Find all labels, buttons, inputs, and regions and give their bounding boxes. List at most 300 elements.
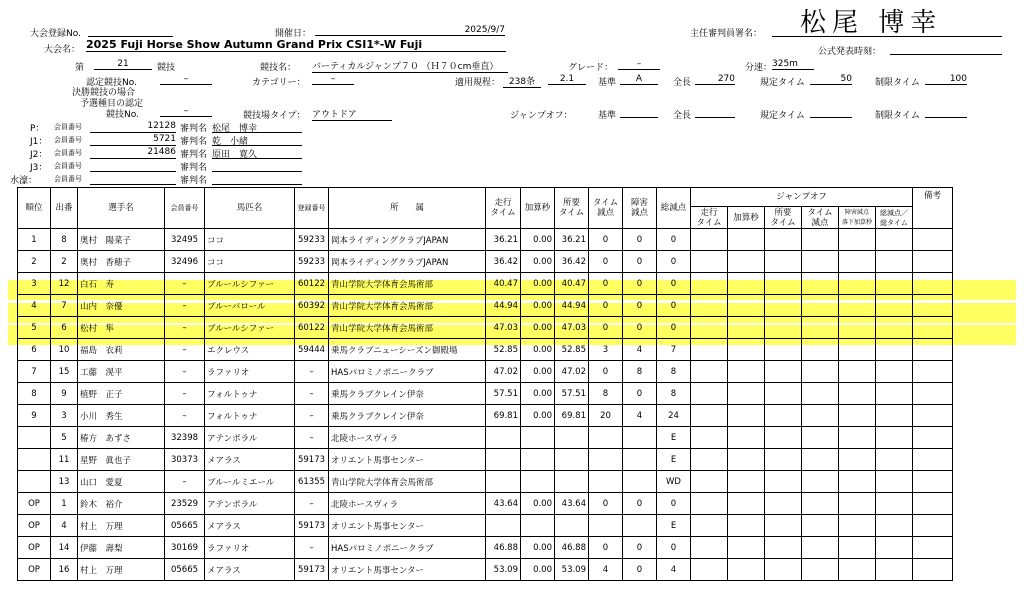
standard-label: 基準 [598,78,617,88]
order-cell: 15 [51,361,78,383]
certified-no-value: – [160,74,212,85]
rank-cell: 6 [18,339,51,361]
length-label: 全長 [673,78,692,88]
jumpoff-cell [691,273,728,295]
header-row-1 [18,188,953,207]
required-cell [555,427,589,449]
obstacle-penalty-cell: 0 [623,229,657,251]
rank-cell: 9 [18,405,51,427]
jumpoff-cell [839,273,876,295]
jumpoff-cell [802,317,839,339]
run-time-cell: 53.09 [486,559,521,581]
remarks-cell [913,251,953,273]
added-cell: 0.00 [521,273,555,295]
total-cell: E [657,427,691,449]
jumpoff-cell [765,427,802,449]
remarks-cell [913,427,953,449]
col-remarks: 備考 [913,188,953,229]
table-row [18,449,953,471]
affiliation-cell: 青山学院大学体育会馬術部 [329,317,486,339]
rider-cell: 工藤 滉平 [78,361,165,383]
order-cell: 4 [51,515,78,537]
remarks-cell [913,273,953,295]
rider-cell: 村上 万理 [78,559,165,581]
judge-number: 21486 [90,147,176,159]
remarks-cell [913,449,953,471]
jumpoff-label: ジャンプオフ： [510,111,573,121]
affiliation-cell: HASパロミノポニークラブ [329,361,486,383]
total-cell: 0 [657,229,691,251]
col-jo-obstacle-penalty: 障害減点 落下加算秒 [839,207,876,229]
member-cell: – [165,383,205,405]
remarks-cell [913,515,953,537]
time-limit-value: 100 [925,74,967,85]
run-time-cell: 46.88 [486,537,521,559]
total-cell: 8 [657,361,691,383]
remarks-cell [913,339,953,361]
jo-length-label: 全長 [673,111,692,121]
rider-cell: 星野 眞也子 [78,449,165,471]
time-penalty-cell: 0 [589,361,623,383]
rules-label: 適用規程： [455,78,501,88]
jumpoff-cell [691,471,728,493]
total-cell: 0 [657,295,691,317]
jumpoff-cell [691,251,728,273]
order-cell: 9 [51,383,78,405]
required-cell: 47.02 [555,361,589,383]
jumpoff-cell [802,537,839,559]
member-cell: – [165,405,205,427]
rider-cell: 福島 衣莉 [78,339,165,361]
run-time-cell: 36.21 [486,229,521,251]
jumpoff-cell [839,361,876,383]
jumpoff-cell [728,361,765,383]
added-cell: 0.00 [521,493,555,515]
final-no-value: – [160,106,212,117]
horse-cell: ラファリオ [205,537,295,559]
table-row [18,515,953,537]
added-cell: 0.00 [521,251,555,273]
jumpoff-cell [765,295,802,317]
category-value: – [312,74,354,85]
grade-value: – [618,59,660,70]
table-row [18,339,953,361]
jumpoff-cell [765,273,802,295]
final-no-label: 競技No. [106,110,139,120]
required-cell: 52.85 [555,339,589,361]
run-time-cell: 52.85 [486,339,521,361]
jumpoff-cell [802,515,839,537]
member-cell: – [165,273,205,295]
col-reg: 登録番号 [295,188,329,229]
jumpoff-cell [691,515,728,537]
jo-time-allowed-field [810,107,852,118]
total-cell: 0 [657,493,691,515]
member-cell: 30373 [165,449,205,471]
horse-cell: ココ [205,251,295,273]
affiliation-cell: 岡本ライディングクラブJAPAN [329,229,486,251]
jumpoff-cell [691,427,728,449]
rider-cell: 奥村 香穂子 [78,251,165,273]
affiliation-cell: 青山学院大学体育会馬術部 [329,471,486,493]
horse-cell: ブルールシファー [205,317,295,339]
jumpoff-cell [876,317,913,339]
member-cell: 32398 [165,427,205,449]
col-member: 会員番号 [165,188,205,229]
jumpoff-cell [765,537,802,559]
jumpoff-cell [728,515,765,537]
jumpoff-cell [839,229,876,251]
table-row [18,317,953,339]
member-cell: – [165,339,205,361]
competition-prefix: 第 [75,63,85,73]
jumpoff-cell [876,361,913,383]
jumpoff-cell [802,339,839,361]
reg-cell: 59233 [295,251,329,273]
jumpoff-cell [802,295,839,317]
rank-cell: 3 [18,273,51,295]
order-cell: 13 [51,471,78,493]
rules-article: 238条 [503,74,541,88]
jumpoff-cell [876,273,913,295]
remarks-cell [913,537,953,559]
affiliation-cell: 青山学院大学体育会馬術部 [329,295,486,317]
jumpoff-cell [802,405,839,427]
table-row [18,383,953,405]
required-cell: 46.88 [555,537,589,559]
rules-sub: 2.1 [548,74,586,85]
jumpoff-cell [802,229,839,251]
rider-cell: 植野 正子 [78,383,165,405]
obstacle-penalty-cell: 0 [623,383,657,405]
jumpoff-cell [765,493,802,515]
total-cell: 0 [657,273,691,295]
reg-cell: 59173 [295,515,329,537]
rank-cell: 7 [18,361,51,383]
total-cell: E [657,515,691,537]
competition-height: （Ｈ７０cm垂直） [412,59,508,73]
judge-role: J2： [30,150,48,160]
added-cell: 0.00 [521,361,555,383]
obstacle-penalty-cell [623,471,657,493]
jo-length-field [695,107,735,118]
horse-cell: メアラス [205,559,295,581]
required-cell: 69.81 [555,405,589,427]
jo-standard-label: 基準 [598,111,617,121]
horse-cell: ラファリオ [205,361,295,383]
jumpoff-cell [728,273,765,295]
col-required: 所要 タイム [555,188,589,229]
required-cell: 43.64 [555,493,589,515]
order-cell: 11 [51,449,78,471]
jumpoff-cell [839,559,876,581]
horse-cell: アテンポラル [205,493,295,515]
run-time-cell: 40.47 [486,273,521,295]
time-penalty-cell: 0 [589,295,623,317]
jumpoff-cell [876,493,913,515]
jumpoff-cell [839,295,876,317]
time-penalty-cell [589,515,623,537]
affiliation-cell: 乗馬クラブニューシーズン御殿場 [329,339,486,361]
time-penalty-cell: 0 [589,537,623,559]
jumpoff-cell [765,515,802,537]
table-row [18,273,953,295]
col-jo-run: 走行 タイム [691,207,728,229]
judge-number [90,173,176,185]
col-rider: 選手名 [78,188,165,229]
obstacle-penalty-cell: 8 [623,361,657,383]
reg-no-field [88,25,173,37]
time-penalty-cell [589,471,623,493]
jumpoff-cell [691,493,728,515]
jumpoff-cell [839,449,876,471]
table-row [18,559,953,581]
time-penalty-cell: 0 [589,317,623,339]
rider-cell: 小川 秀生 [78,405,165,427]
jumpoff-cell [728,449,765,471]
col-run-time: 走行 タイム [486,188,521,229]
rank-cell: 8 [18,383,51,405]
horse-cell: メアラス [205,449,295,471]
jumpoff-cell [728,295,765,317]
rider-cell: 鈴木 裕介 [78,493,165,515]
remarks-cell [913,383,953,405]
jumpoff-cell [691,405,728,427]
competition-number: 21 [94,59,152,70]
jumpoff-cell [876,405,913,427]
judge-member-label: 会員番号 [54,149,82,157]
rank-cell [18,427,51,449]
order-cell: 2 [51,251,78,273]
affiliation-cell: オリエント馬事センター [329,449,486,471]
added-cell: 0.00 [521,559,555,581]
jumpoff-cell [765,449,802,471]
obstacle-penalty-cell: 0 [623,493,657,515]
chief-judge-label: 主任審判員署名： [690,29,763,39]
affiliation-cell: 乗馬クラブクレイン伊奈 [329,383,486,405]
reg-cell: 60122 [295,273,329,295]
order-cell: 14 [51,537,78,559]
jo-time-limit-field [925,107,967,118]
run-time-cell: 36.42 [486,251,521,273]
added-cell: 0.00 [521,383,555,405]
time-penalty-cell: 0 [589,229,623,251]
jumpoff-cell [839,493,876,515]
obstacle-penalty-cell: 0 [623,317,657,339]
total-cell: E [657,449,691,471]
judge-number: 12128 [90,121,176,133]
required-cell: 36.21 [555,229,589,251]
rider-cell: 村上 万理 [78,515,165,537]
remarks-cell [913,361,953,383]
col-jo-added: 加算秒 [728,207,765,229]
member-cell: 05665 [165,515,205,537]
remarks-cell [913,559,953,581]
member-cell: 23529 [165,493,205,515]
rank-cell: 4 [18,295,51,317]
reg-cell: 60392 [295,295,329,317]
order-cell: 8 [51,229,78,251]
judge-name-label: 審判名 [180,137,208,147]
horse-cell: ココ [205,229,295,251]
remarks-cell [913,471,953,493]
affiliation-cell: 岡本ライディングクラブJAPAN [329,251,486,273]
official-time-label: 公式発表時刻： [818,47,882,57]
run-time-cell: 47.03 [486,317,521,339]
judge-number [90,160,176,172]
rank-cell: 1 [18,229,51,251]
judge-role: 水濠： [10,176,38,186]
results-table [17,187,953,581]
jo-standard-field [620,107,658,118]
competition-suffix: 競技 [157,63,176,73]
jumpoff-cell [691,229,728,251]
time-penalty-cell [589,427,623,449]
remarks-cell [913,493,953,515]
col-order: 出番 [51,188,78,229]
judge-member-label: 会員番号 [54,162,82,170]
col-time-penalty: タイム 減点 [589,188,623,229]
order-cell: 3 [51,405,78,427]
jumpoff-cell [728,383,765,405]
jumpoff-cell [765,229,802,251]
required-cell: 57.51 [555,383,589,405]
member-cell: – [165,295,205,317]
jumpoff-cell [728,405,765,427]
jumpoff-cell [876,515,913,537]
affiliation-cell: 北陵ホースヴィラ [329,427,486,449]
table-row [18,537,953,559]
member-cell: 32495 [165,229,205,251]
jumpoff-cell [839,383,876,405]
required-cell [555,515,589,537]
time-penalty-cell: 0 [589,251,623,273]
judge-role: J1： [30,137,48,147]
time-penalty-cell: 0 [589,273,623,295]
total-cell: 4 [657,559,691,581]
affiliation-cell: 北陵ホースヴィラ [329,493,486,515]
competition-name-label: 競技名： [260,63,297,73]
jumpoff-cell [802,471,839,493]
jumpoff-cell [802,427,839,449]
jumpoff-cell [802,383,839,405]
order-cell: 6 [51,317,78,339]
added-cell: 0.00 [521,229,555,251]
added-cell: 0.00 [521,295,555,317]
jumpoff-cell [876,295,913,317]
required-cell: 36.42 [555,251,589,273]
speed-value: 325m [772,59,814,70]
order-cell: 16 [51,559,78,581]
table-row [18,493,953,515]
jumpoff-cell [691,383,728,405]
jumpoff-cell [802,449,839,471]
rider-cell: 松村 隼 [78,317,165,339]
affiliation-cell: オリエント馬事センター [329,515,486,537]
reg-cell: – [295,493,329,515]
jumpoff-cell [728,493,765,515]
jumpoff-cell [728,339,765,361]
judge-name: 乾 小緒 [212,134,302,146]
obstacle-penalty-cell: 0 [623,273,657,295]
rank-cell [18,471,51,493]
jumpoff-cell [728,251,765,273]
jumpoff-cell [876,229,913,251]
total-cell: 0 [657,317,691,339]
col-affiliation: 所 属 [329,188,486,229]
rider-cell: 山口 愛夏 [78,471,165,493]
jumpoff-cell [876,339,913,361]
rider-cell: 椿方 あずさ [78,427,165,449]
obstacle-penalty-cell: 0 [623,295,657,317]
remarks-cell [913,317,953,339]
reg-cell: 59173 [295,449,329,471]
horse-cell: アテンポラル [205,427,295,449]
jumpoff-cell [728,317,765,339]
run-time-cell: 43.64 [486,493,521,515]
col-horse: 馬匹名 [205,188,295,229]
chief-judge-signature: 松尾 博幸 [800,8,943,38]
rider-cell: 奥村 陽菜子 [78,229,165,251]
obstacle-penalty-cell: 4 [623,405,657,427]
col-jo-time-penalty: タイム 減点 [802,207,839,229]
required-cell [555,471,589,493]
required-cell: 44.94 [555,295,589,317]
jumpoff-cell [691,317,728,339]
obstacle-penalty-cell: 0 [623,251,657,273]
horse-cell: エクレウス [205,339,295,361]
grade-label: グレード： [568,63,614,73]
jumpoff-cell [728,427,765,449]
col-added: 加算秒 [521,188,555,229]
run-time-cell [486,427,521,449]
member-cell: – [165,317,205,339]
rider-cell: 伊藤 壽梨 [78,537,165,559]
obstacle-penalty-cell: 0 [623,537,657,559]
rank-cell: 2 [18,251,51,273]
jumpoff-cell [765,471,802,493]
order-cell: 7 [51,295,78,317]
arena-type-label: 競技場タイプ： [243,111,306,121]
run-time-cell: 57.51 [486,383,521,405]
added-cell [521,515,555,537]
affiliation-cell: オリエント馬事センター [329,559,486,581]
col-jo-required: 所要 タイム [765,207,802,229]
judge-name-label: 審判名 [180,150,208,160]
judge-name: 原田 寛久 [212,147,302,159]
judge-name: 松尾 博幸 [212,121,302,133]
length-value: 270 [695,74,735,85]
jumpoff-group-header: ジャンプオフ [691,188,913,207]
jumpoff-cell [839,427,876,449]
obstacle-penalty-cell: 4 [623,339,657,361]
time-limit-label: 制限タイム [875,78,920,88]
total-cell: 7 [657,339,691,361]
horse-cell: ブルーバロール [205,295,295,317]
time-penalty-cell: 8 [589,383,623,405]
horse-cell: メアラス [205,515,295,537]
added-cell: 0.00 [521,537,555,559]
jumpoff-cell [765,251,802,273]
rank-cell: OP [18,493,51,515]
horse-cell: ブルールミエール [205,471,295,493]
jumpoff-cell [839,317,876,339]
run-time-cell [486,449,521,471]
member-cell: – [165,361,205,383]
jumpoff-cell [876,427,913,449]
jumpoff-cell [728,471,765,493]
total-cell: WD [657,471,691,493]
